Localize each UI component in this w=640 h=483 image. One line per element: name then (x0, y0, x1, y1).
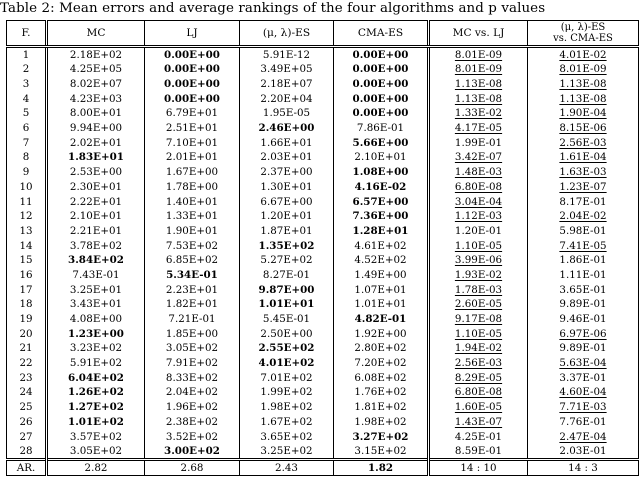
cell-mc: 2.22E+01 (47, 194, 145, 209)
cell-es: 3.25E+02 (240, 444, 334, 460)
significant-p-value: 1.90E-04 (559, 107, 607, 120)
cell-mc: 3.05E+02 (47, 444, 145, 460)
table-row (7, 194, 639, 209)
cell-cma-es: 1.08E+00 (334, 165, 429, 180)
cell-cma-es: 4.61E+02 (334, 238, 429, 253)
cell-p-es-cma (528, 135, 639, 150)
table-row (7, 77, 639, 92)
cell-lj: 6.85E+02 (145, 253, 240, 268)
cell-p-mc-lj (429, 121, 528, 136)
cell-p-es-cma (528, 106, 639, 121)
header-es-vs-cma-line2: vs. CMA-ES (553, 33, 613, 44)
cell-function: 26 (7, 415, 47, 430)
cell-cma-es: 0.00E+00 (334, 47, 429, 63)
table-row (7, 429, 639, 444)
cell-function: 11 (7, 194, 47, 209)
significant-p-value: 6.80E-08 (454, 180, 503, 193)
cell-p-es-cma: 9.89E-01 (528, 341, 639, 356)
table-row (7, 180, 639, 195)
table-row (7, 444, 639, 460)
cell-p-mc-lj (429, 62, 528, 77)
cell-mc: 4.25E+05 (47, 62, 145, 77)
table-row (7, 356, 639, 371)
cell-p-mc-lj (429, 47, 528, 63)
cell-mc: 1.26E+02 (47, 385, 145, 400)
cell-p-es-cma: 2.03E-01 (528, 444, 639, 460)
cell-cma-es: 1.92E+00 (334, 326, 429, 341)
cell-p-es-cma: 5.98E-01 (528, 224, 639, 239)
cell-mc: 8.00E+01 (47, 106, 145, 121)
cell-function: 13 (7, 224, 47, 239)
cell-p-es-cma: 9.89E-01 (528, 297, 639, 312)
cell-p-mc-lj (429, 312, 528, 327)
cell-p-mc-lj (429, 106, 528, 121)
cell-es: 1.67E+02 (240, 415, 334, 430)
cell-lj: 3.52E+02 (145, 429, 240, 444)
table-row (7, 268, 639, 283)
cell-p-es-cma (528, 121, 639, 136)
significant-p-value: 1.43E-07 (454, 415, 503, 428)
cell-p-mc-lj (429, 415, 528, 430)
cell-mc: 6.04E+02 (47, 370, 145, 385)
results-table-container (6, 20, 638, 476)
cell-mc: 3.25E+01 (47, 282, 145, 297)
cell-function: 28 (7, 444, 47, 460)
significant-p-value: 1.12E-03 (454, 210, 503, 223)
cell-lj: 1.85E+00 (145, 326, 240, 341)
cell-cma-es: 1.07E+01 (334, 282, 429, 297)
cell-lj: 7.10E+01 (145, 135, 240, 150)
cell-p-es-cma: 9.46E-01 (528, 312, 639, 327)
cell-p-mc-lj: 1.20E-01 (429, 224, 528, 239)
cell-cma-es: 6.57E+00 (334, 194, 429, 209)
header-row (7, 21, 639, 47)
footer-cell-cma-es: 1.82 (334, 459, 429, 475)
cell-es: 2.03E+01 (240, 150, 334, 165)
cell-lj: 2.38E+02 (145, 415, 240, 430)
cell-p-es-cma (528, 62, 639, 77)
cell-p-mc-lj (429, 150, 528, 165)
cell-mc: 1.27E+02 (47, 400, 145, 415)
significant-p-value: 7.41E-05 (559, 239, 607, 252)
table-row (7, 400, 639, 415)
table-row (7, 385, 639, 400)
table-row (7, 91, 639, 106)
cell-p-es-cma (528, 77, 639, 92)
cell-lj: 7.91E+02 (145, 356, 240, 371)
header-es-vs-cma-line1: (μ, λ)-ES (560, 22, 606, 33)
significant-p-value: 4.17E-05 (454, 122, 503, 135)
cell-lj: 1.33E+01 (145, 209, 240, 224)
significant-p-value: 1.61E-04 (559, 151, 607, 164)
cell-p-es-cma (528, 209, 639, 224)
cell-mc: 9.94E+00 (47, 121, 145, 136)
cell-p-mc-lj (429, 326, 528, 341)
cell-lj: 5.34E-01 (145, 268, 240, 283)
cell-es: 2.46E+00 (240, 121, 334, 136)
cell-p-mc-lj (429, 180, 528, 195)
cell-es: 9.87E+00 (240, 282, 334, 297)
cell-lj: 3.00E+02 (145, 444, 240, 460)
significant-p-value: 6.97E-06 (559, 327, 607, 340)
table-row (7, 150, 639, 165)
cell-p-es-cma (528, 385, 639, 400)
cell-mc: 4.23E+03 (47, 91, 145, 106)
cell-cma-es: 1.28E+01 (334, 224, 429, 239)
cell-mc: 3.43E+01 (47, 297, 145, 312)
cell-mc: 2.53E+00 (47, 165, 145, 180)
cell-function: 14 (7, 238, 47, 253)
cell-p-es-cma (528, 400, 639, 415)
significant-p-value: 4.60E-04 (559, 386, 607, 399)
significant-p-value: 2.56E-03 (454, 357, 503, 370)
significant-p-value: 1.10E-05 (454, 239, 503, 252)
table-row (7, 253, 639, 268)
cell-es: 1.01E+01 (240, 297, 334, 312)
results-table (6, 20, 639, 476)
cell-mc: 8.02E+07 (47, 77, 145, 92)
significant-p-value: 3.04E-04 (454, 195, 503, 208)
cell-p-es-cma (528, 165, 639, 180)
significant-p-value: 1.48E-03 (454, 166, 503, 179)
table-row (7, 47, 639, 63)
cell-es: 3.65E+02 (240, 429, 334, 444)
header-lj: LJ (145, 21, 240, 47)
table-body (7, 47, 639, 460)
cell-lj: 2.51E+01 (145, 121, 240, 136)
significant-p-value: 1.13E-08 (559, 78, 607, 91)
cell-cma-es: 1.98E+02 (334, 415, 429, 430)
significant-p-value: 1.94E-02 (454, 342, 503, 355)
cell-p-es-cma: 3.37E-01 (528, 370, 639, 385)
cell-es: 5.45E-01 (240, 312, 334, 327)
significant-p-value: 2.47E-04 (559, 430, 607, 443)
cell-function: 10 (7, 180, 47, 195)
cell-mc: 1.23E+00 (47, 326, 145, 341)
cell-p-es-cma: 1.86E-01 (528, 253, 639, 268)
cell-mc: 3.78E+02 (47, 238, 145, 253)
footer-cell-function: AR. (7, 459, 47, 475)
cell-p-es-cma: 8.17E-01 (528, 194, 639, 209)
cell-lj: 7.21E-01 (145, 312, 240, 327)
cell-p-mc-lj (429, 194, 528, 209)
table-row (7, 135, 639, 150)
cell-p-es-cma (528, 238, 639, 253)
table-row (7, 165, 639, 180)
cell-cma-es: 7.86E-01 (334, 121, 429, 136)
header-function: F. (7, 21, 47, 47)
cell-mc: 3.57E+02 (47, 429, 145, 444)
significant-p-value: 9.17E-08 (454, 313, 503, 326)
footer-cell-lj: 2.68 (145, 459, 240, 475)
cell-function: 5 (7, 106, 47, 121)
cell-lj: 1.78E+00 (145, 180, 240, 195)
cell-cma-es: 7.36E+00 (334, 209, 429, 224)
cell-p-mc-lj (429, 356, 528, 371)
cell-mc: 2.02E+01 (47, 135, 145, 150)
cell-lj: 1.67E+00 (145, 165, 240, 180)
cell-es: 2.20E+04 (240, 91, 334, 106)
cell-es: 1.87E+01 (240, 224, 334, 239)
table-caption: Table 2: Mean errors and average rankings of the four algorithms and p values (0, 1, 546, 16)
significant-p-value: 1.33E-02 (454, 107, 503, 120)
cell-lj: 0.00E+00 (145, 47, 240, 63)
table-row (7, 224, 639, 239)
cell-p-mc-lj (429, 91, 528, 106)
significant-p-value: 3.99E-06 (454, 254, 503, 267)
cell-cma-es: 4.82E-01 (334, 312, 429, 327)
cell-p-es-cma (528, 180, 639, 195)
cell-mc: 4.08E+00 (47, 312, 145, 327)
average-rank-row (7, 459, 639, 475)
cell-lj: 3.05E+02 (145, 341, 240, 356)
table-row (7, 106, 639, 121)
significant-p-value: 1.13E-08 (454, 78, 503, 91)
table-row (7, 282, 639, 297)
significant-p-value: 1.63E-03 (559, 166, 607, 179)
cell-function: 12 (7, 209, 47, 224)
significant-p-value: 8.01E-09 (559, 63, 607, 76)
significant-p-value: 1.78E-03 (454, 283, 503, 296)
cell-cma-es: 1.01E+01 (334, 297, 429, 312)
significant-p-value: 8.01E-09 (454, 49, 503, 61)
cell-p-es-cma (528, 47, 639, 63)
cell-cma-es: 4.16E-02 (334, 180, 429, 195)
table-row (7, 209, 639, 224)
cell-p-es-cma (528, 429, 639, 444)
header-mc: MC (47, 21, 145, 47)
header-es-vs-cma (528, 21, 639, 47)
cell-mc: 2.18E+02 (47, 47, 145, 63)
cell-mc: 1.83E+01 (47, 150, 145, 165)
header-es: (μ, λ)-ES (240, 21, 334, 47)
cell-function: 15 (7, 253, 47, 268)
significant-p-value: 1.60E-05 (454, 401, 503, 414)
cell-es: 4.01E+02 (240, 356, 334, 371)
cell-cma-es: 4.52E+02 (334, 253, 429, 268)
significant-p-value: 1.93E-02 (454, 268, 503, 281)
cell-function: 9 (7, 165, 47, 180)
cell-p-mc-lj (429, 385, 528, 400)
cell-p-mc-lj (429, 400, 528, 415)
footer-cell-mc: 2.82 (47, 459, 145, 475)
cell-mc: 2.30E+01 (47, 180, 145, 195)
cell-lj: 0.00E+00 (145, 91, 240, 106)
cell-es: 1.20E+01 (240, 209, 334, 224)
footer-cell-p-mc-lj: 14 : 10 (429, 459, 528, 475)
cell-function: 23 (7, 370, 47, 385)
table-row (7, 415, 639, 430)
cell-es: 1.30E+01 (240, 180, 334, 195)
significant-p-value: 1.10E-05 (454, 327, 503, 340)
cell-p-mc-lj: 1.99E-01 (429, 135, 528, 150)
significant-p-value: 5.63E-04 (559, 357, 607, 370)
cell-cma-es: 6.08E+02 (334, 370, 429, 385)
cell-es: 5.27E+02 (240, 253, 334, 268)
cell-lj: 0.00E+00 (145, 77, 240, 92)
significant-p-value: 6.80E-08 (454, 386, 503, 399)
cell-cma-es: 0.00E+00 (334, 77, 429, 92)
table-row (7, 341, 639, 356)
significant-p-value: 3.42E-07 (454, 151, 503, 164)
cell-mc: 2.10E+01 (47, 209, 145, 224)
cell-p-mc-lj: 8.59E-01 (429, 444, 528, 460)
cell-p-mc-lj (429, 165, 528, 180)
cell-mc: 1.01E+02 (47, 415, 145, 430)
table-row (7, 370, 639, 385)
table-row (7, 121, 639, 136)
significant-p-value: 1.13E-08 (454, 92, 503, 105)
cell-es: 2.50E+00 (240, 326, 334, 341)
cell-function: 18 (7, 297, 47, 312)
cell-cma-es: 3.27E+02 (334, 429, 429, 444)
cell-lj: 1.90E+01 (145, 224, 240, 239)
cell-function: 8 (7, 150, 47, 165)
cell-function: 1 (7, 47, 47, 63)
cell-es: 2.18E+07 (240, 77, 334, 92)
cell-function: 25 (7, 400, 47, 415)
cell-p-es-cma (528, 326, 639, 341)
cell-es: 5.91E-12 (240, 47, 334, 63)
cell-function: 6 (7, 121, 47, 136)
cell-cma-es: 1.76E+02 (334, 385, 429, 400)
cell-p-mc-lj (429, 253, 528, 268)
cell-es: 1.95E-05 (240, 106, 334, 121)
cell-es: 7.01E+02 (240, 370, 334, 385)
cell-cma-es: 1.49E+00 (334, 268, 429, 283)
significant-p-value: 7.71E-03 (559, 401, 607, 414)
footer-cell-es: 2.43 (240, 459, 334, 475)
cell-mc: 3.23E+02 (47, 341, 145, 356)
cell-function: 24 (7, 385, 47, 400)
cell-function: 4 (7, 91, 47, 106)
cell-lj: 8.33E+02 (145, 370, 240, 385)
cell-p-mc-lj (429, 268, 528, 283)
cell-p-mc-lj (429, 77, 528, 92)
table-row (7, 326, 639, 341)
significant-p-value: 8.01E-09 (454, 63, 503, 76)
cell-p-es-cma: 1.11E-01 (528, 268, 639, 283)
table-row (7, 312, 639, 327)
cell-p-mc-lj (429, 341, 528, 356)
cell-p-es-cma (528, 91, 639, 106)
cell-function: 20 (7, 326, 47, 341)
cell-function: 21 (7, 341, 47, 356)
significant-p-value: 2.56E-03 (559, 136, 607, 149)
cell-lj: 2.04E+02 (145, 385, 240, 400)
significant-p-value: 1.23E-07 (559, 180, 607, 193)
cell-es: 2.37E+00 (240, 165, 334, 180)
significant-p-value: 1.13E-08 (559, 92, 607, 105)
cell-mc: 7.43E-01 (47, 268, 145, 283)
cell-p-mc-lj (429, 370, 528, 385)
cell-cma-es: 2.10E+01 (334, 150, 429, 165)
cell-mc: 3.84E+02 (47, 253, 145, 268)
table-row (7, 62, 639, 77)
cell-cma-es: 5.66E+00 (334, 135, 429, 150)
cell-p-mc-lj (429, 282, 528, 297)
cell-function: 22 (7, 356, 47, 371)
cell-es: 1.35E+02 (240, 238, 334, 253)
cell-function: 7 (7, 135, 47, 150)
cell-function: 27 (7, 429, 47, 444)
cell-es: 2.55E+02 (240, 341, 334, 356)
significant-p-value: 8.29E-05 (454, 371, 503, 384)
cell-p-es-cma: 3.65E-01 (528, 282, 639, 297)
cell-function: 16 (7, 268, 47, 283)
cell-lj: 2.23E+01 (145, 282, 240, 297)
cell-cma-es: 1.81E+02 (334, 400, 429, 415)
cell-lj: 0.00E+00 (145, 62, 240, 77)
cell-mc: 2.21E+01 (47, 224, 145, 239)
cell-es: 1.98E+02 (240, 400, 334, 415)
cell-cma-es: 3.15E+02 (334, 444, 429, 460)
table-row (7, 297, 639, 312)
cell-cma-es: 2.80E+02 (334, 341, 429, 356)
footer-cell-p-es-cma: 14 : 3 (528, 459, 639, 475)
cell-cma-es: 0.00E+00 (334, 106, 429, 121)
cell-p-es-cma (528, 150, 639, 165)
cell-cma-es: 0.00E+00 (334, 91, 429, 106)
header-mc-vs-lj: MC vs. LJ (429, 21, 528, 47)
cell-cma-es: 0.00E+00 (334, 62, 429, 77)
cell-lj: 6.79E+01 (145, 106, 240, 121)
cell-es: 8.27E-01 (240, 268, 334, 283)
cell-mc: 5.91E+02 (47, 356, 145, 371)
significant-p-value: 2.60E-05 (454, 298, 503, 311)
cell-p-mc-lj (429, 209, 528, 224)
cell-es: 6.67E+00 (240, 194, 334, 209)
significant-p-value: 4.01E-02 (559, 49, 607, 61)
significant-p-value: 2.04E-02 (559, 210, 607, 223)
cell-p-mc-lj (429, 238, 528, 253)
table-row (7, 238, 639, 253)
cell-es: 1.99E+02 (240, 385, 334, 400)
cell-function: 17 (7, 282, 47, 297)
cell-p-mc-lj: 4.25E-01 (429, 429, 528, 444)
cell-function: 3 (7, 77, 47, 92)
cell-function: 19 (7, 312, 47, 327)
cell-p-es-cma: 7.76E-01 (528, 415, 639, 430)
cell-es: 3.49E+05 (240, 62, 334, 77)
cell-lj: 1.40E+01 (145, 194, 240, 209)
cell-cma-es: 7.20E+02 (334, 356, 429, 371)
cell-lj: 7.53E+02 (145, 238, 240, 253)
cell-function: 2 (7, 62, 47, 77)
cell-es: 1.66E+01 (240, 135, 334, 150)
cell-p-es-cma (528, 356, 639, 371)
cell-lj: 1.82E+01 (145, 297, 240, 312)
header-cma-es: CMA-ES (334, 21, 429, 47)
cell-lj: 2.01E+01 (145, 150, 240, 165)
cell-lj: 1.96E+02 (145, 400, 240, 415)
significant-p-value: 8.15E-06 (559, 122, 607, 135)
cell-p-mc-lj (429, 297, 528, 312)
